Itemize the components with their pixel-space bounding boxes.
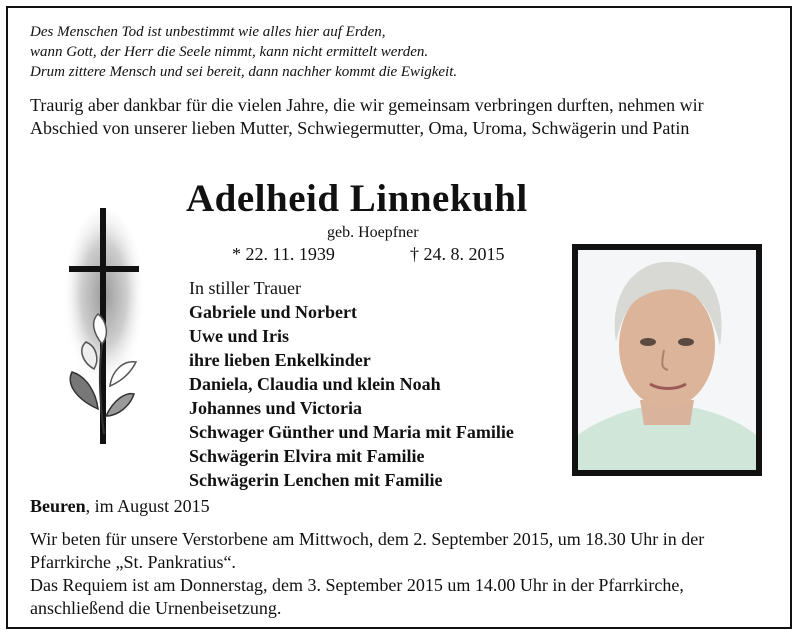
mourner: Johannes und Victoria [189,398,363,418]
poem-line: wann Gott, der Herr die Seele nimmt, kann nicht ermittelt werden. [30,44,429,60]
mourner: Schwägerin Lenchen mit Familie [189,470,443,490]
service-paragraph: Wir beten für unsere Verstorbene am Mittwoch, dem 2. September 2015, um 18.30 Uhr in der Pfarrkirche „St. Pankratius“. [30,529,705,572]
poem-line: Des Menschen Tod ist unbestimmt wie alles hier auf Erden, [30,24,386,40]
portrait-frame [572,244,762,476]
mourner: Gabriele und Norbert [189,302,357,322]
intro-text: Traurig aber dankbar für die vielen Jahre, die wir gemeinsam verbringen durften, nehmen wir Abschied von unserer lieben Mutter, Schwiegermutter, Oma, Uroma, Schwägerin und Patin [30,95,704,138]
service-paragraph: Das Requiem ist am Donnerstag, dem 3. September 2015 um 14.00 Uhr in der Pfarrkirche, anschließend die Urnenbeisetzung. [30,575,684,618]
mourner: ihre lieben Enkelkinder [189,350,371,370]
mourner: Schwägerin Elvira mit Familie [189,446,425,466]
mourner: Uwe und Iris [189,326,290,346]
poem-line: Drum zittere Mensch und sei bereit, dann nachher kommt die Ewigkeit. [30,64,458,80]
death-date: † 24. 8. 2015 [410,244,505,264]
mourners-list [189,276,514,492]
cross-with-calla-lilies-icon [54,194,154,444]
obituary-card [6,6,792,629]
maiden-name: geb. Hoepfner [327,224,419,241]
mourner: Schwager Günther und Maria mit Familie [189,422,514,442]
mourner: Daniela, Claudia und klein Noah [189,374,441,394]
place-date-text: , im August 2015 [85,496,210,516]
birth-date: * 22. 11. 1939 [232,244,335,264]
mourners-lead: In stiller Trauer [189,278,301,298]
place-date [30,496,210,517]
deceased-name: Adelheid Linnekuhl [186,177,528,220]
town: Beuren [30,496,86,516]
service-info [30,528,780,620]
portrait-photo [578,250,756,470]
poem [30,22,457,82]
